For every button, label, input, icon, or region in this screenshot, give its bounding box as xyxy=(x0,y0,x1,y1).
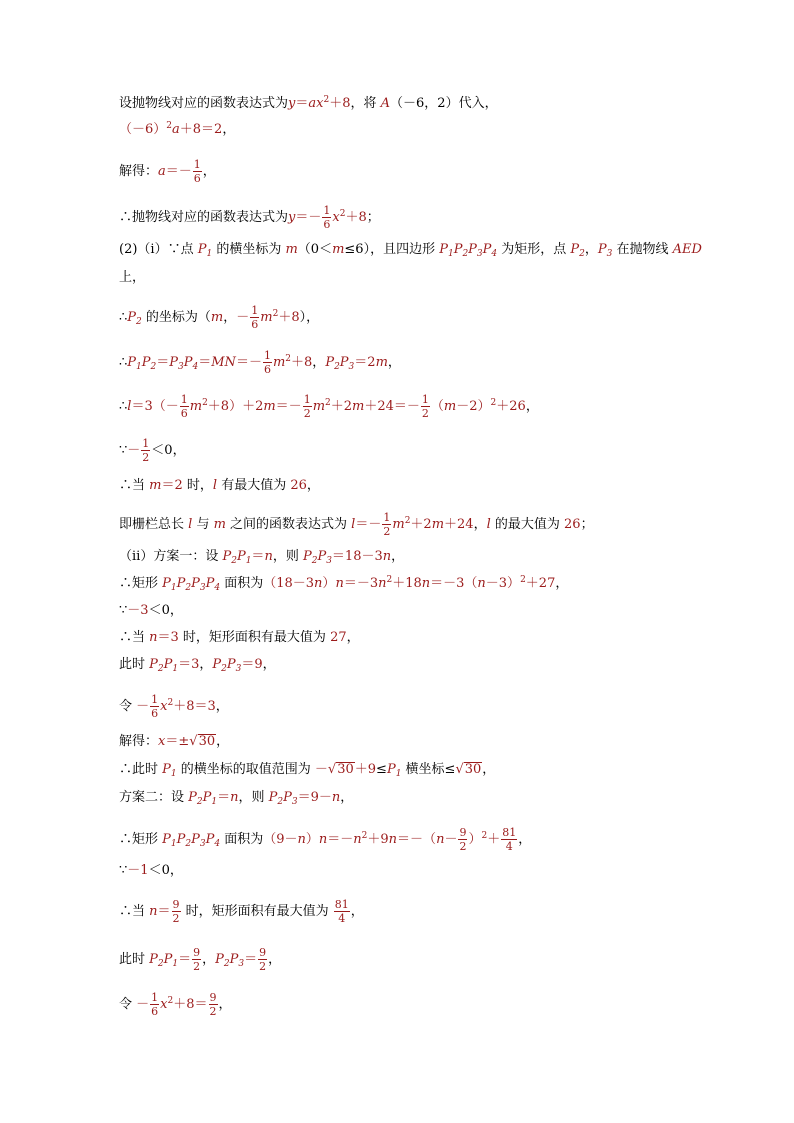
line-11: 即栅栏总长 l 与 m 之间的函数表达式为 l＝－ $\frac{1}{2}$ $m^2+2m+24$，l 的最大值为 26； xyxy=(119,511,594,538)
line-19: ∴此时 $P_1$ 的横坐标的取值范围为 $-√30+9\le P_1$ 横坐标≤√30， xyxy=(119,762,496,779)
line-17: 令 － $\frac{1}{6}$ $x^2+8=3$， xyxy=(119,693,229,720)
line-16: 此时 $P_2P_1=3$，$P_2P_3=9$， xyxy=(119,657,276,674)
line-22: ∵－1＜0， xyxy=(119,863,183,878)
line-09: ∵－ $\frac{1}{2}$ ＜0， xyxy=(119,437,186,464)
line-23: ∴当 n＝ $\frac{9}{2}$ 时，矩形面积有最大值为 $\frac{81}{4}$ ， xyxy=(119,898,364,925)
line-05: (2)（ⅰ）∵点 $P_1$ 的横坐标为 m（0＜m≤6），且四边形 $P_1P_2P_3P_4$ 为矩形，点 $P_2$，$P_3$ 在抛物线 AED xyxy=(119,242,702,259)
line-07: $\therefore P_1P_2=P_3P_4=MN=-$ $\frac{1}{6}$ $m^2+8$，$P_2P_3=2m$， xyxy=(119,349,401,376)
line-21: ∴矩形 $P_1P_2P_3P_4$ 面积为$(9-n)n=-n^2+9n=-(n-$ $\frac{9}{2}$ ）$^2$＋ $\frac{81}{4}$ ， xyxy=(119,826,532,853)
line-13: ∴矩形 $P_1P_2P_3P_4$ 面积为$(18-3n)n=-3n^2+18n=-3(n-3)^2+27$， xyxy=(119,575,569,593)
line-14: ∵－3＜0， xyxy=(119,603,183,618)
line-04: ∴抛物线对应的函数表达式为y＝－ $\frac{1}{6}$ $x^2+8$； xyxy=(119,204,380,231)
line-01: 设抛物线对应的函数表达式为$y=ax^2+8$，将 A（－6，2）代入， xyxy=(119,95,498,111)
line-05b: 上， xyxy=(119,270,146,285)
line-18: 解得：x＝±√30， xyxy=(119,734,230,749)
line-03: 解得：a＝－ $\frac{1}{6}$ ， xyxy=(119,158,216,185)
line-12: （ⅱ）方案一：设 $P_2P_1=n$，则 $P_2P_3=18-3n$， xyxy=(119,549,405,566)
line-08: ∴l＝3（－ $\frac{1}{6}$ $m^2+8)+2m=-$ $\frac{1}{2}$ $m^2+2m+24=-$ $\frac{1}{2}$ $(m-2)^2+26$， xyxy=(119,393,539,420)
line-06: $\therefore P_2$ 的坐标为（m，－ $\frac{1}{6}$ $m^2+8$）， xyxy=(119,304,320,331)
line-15: ∴当 n＝3 时，矩形面积有最大值为 27， xyxy=(119,630,360,645)
line-25: 令 － $\frac{1}{6}$ $x^2+8=$ $\frac{9}{2}$ ， xyxy=(119,991,232,1018)
line-24: 此时 $P_2P_1=$ $\frac{9}{2}$ ，$P_2P_3=$ $\frac{9}{2}$ ， xyxy=(119,946,282,973)
line-02: $(-6)^2a+8=2$， xyxy=(119,121,236,137)
line-20: 方案二：设 $P_2P_1=n$，则 $P_2P_3=9-n$， xyxy=(119,790,354,807)
line-10: ∴当 m＝2 时，l 有最大值为 26， xyxy=(119,478,320,493)
